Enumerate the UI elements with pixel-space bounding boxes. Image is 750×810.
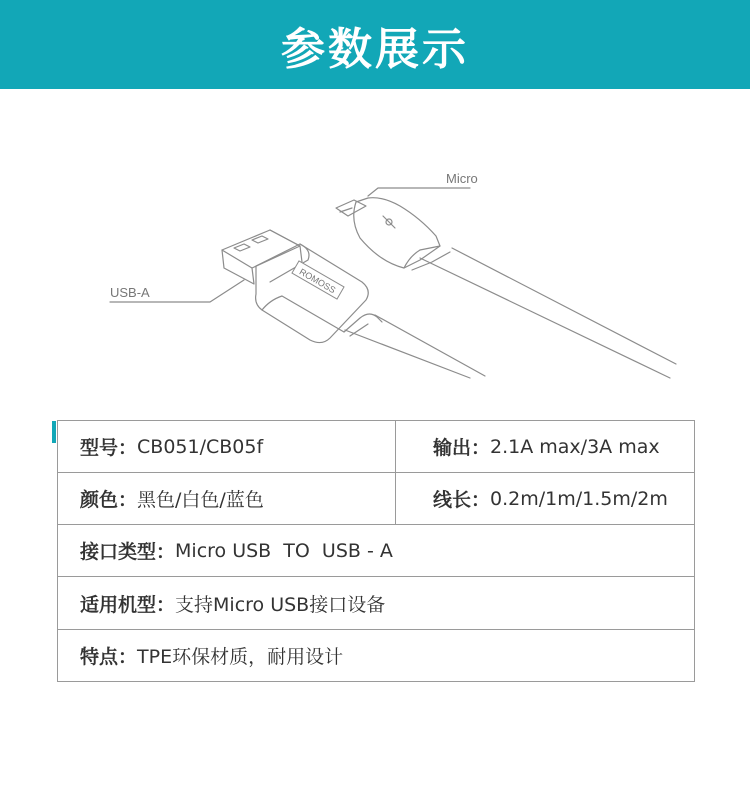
model-value: CB051/CB05f	[137, 435, 264, 458]
spec-cell-length	[396, 473, 668, 524]
spec-row-model-output	[58, 421, 694, 473]
features-label: 特点：	[80, 646, 138, 668]
color-label: 颜色：	[80, 489, 138, 511]
interface-value: Micro USB TO USB - A	[175, 539, 393, 562]
features-value: TPE环保材质，耐用设计	[137, 646, 344, 668]
spec-cell-interface	[58, 525, 393, 576]
spec-cell-output	[396, 421, 660, 472]
output-value: 2.1A max/3A max	[490, 435, 660, 458]
spec-row-compat	[58, 577, 694, 630]
compat-label: 适用机型：	[80, 593, 176, 616]
spec-row-interface	[58, 525, 694, 577]
brand-label: ROMOSS	[297, 266, 338, 296]
spec-table	[57, 420, 695, 682]
usba-label: USB-A	[110, 285, 150, 300]
page-title: 参数展示	[281, 23, 469, 75]
color-value: 黑色/白色/蓝色	[137, 489, 264, 511]
header-banner	[0, 0, 750, 89]
spec-cell-features	[58, 630, 343, 681]
micro-label: Micro	[446, 171, 478, 186]
spec-cell-compat	[58, 577, 385, 629]
length-value: 0.2m/1m/1.5m/2m	[490, 487, 668, 510]
spec-cell-color	[58, 473, 396, 524]
spec-row-features	[58, 630, 694, 681]
cable-illustration	[0, 150, 750, 400]
interface-label: 接口类型：	[80, 541, 176, 563]
spec-cell-model	[58, 421, 396, 472]
spec-row-color-length	[58, 473, 694, 525]
length-label: 线长：	[433, 489, 491, 511]
output-label: 输出：	[433, 437, 491, 459]
accent-bar	[52, 421, 56, 443]
model-label: 型号：	[80, 437, 138, 459]
compat-value: 支持Micro USB接口设备	[175, 593, 386, 616]
